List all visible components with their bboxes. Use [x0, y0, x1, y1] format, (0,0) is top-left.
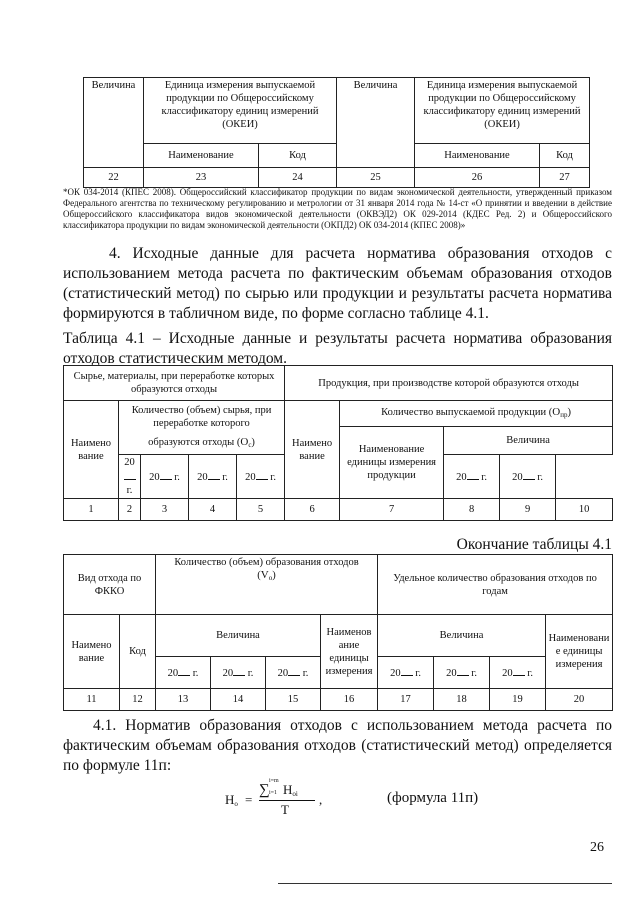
year-prefix: 20 — [197, 472, 208, 483]
header-qty-raw-line2: образуются отходы $(O_c)$ — [148, 435, 255, 449]
year-suffix: г. — [537, 472, 543, 483]
header-waste-fkko: Вид отхода по ФККО — [64, 555, 156, 615]
column-number: 12 — [120, 689, 156, 711]
header-unit-okei-1: Единица измерения выпускаемой продукции по Общероссийскому классификатору единиц измерений (ОКЕИ) — [144, 78, 337, 144]
header-code-1: Код — [259, 144, 337, 168]
year-prefix: 20 — [167, 668, 179, 679]
year-cell — [434, 657, 490, 689]
header-code-2: Код — [540, 144, 590, 168]
sum-term — [283, 782, 298, 798]
header-qty-waste — [156, 555, 378, 615]
column-number: 26 — [415, 168, 540, 188]
column-number: 3 — [141, 499, 189, 521]
header-waste-code: Код — [120, 615, 156, 689]
formula-equals: = — [245, 792, 253, 807]
year-cell — [141, 455, 189, 499]
paragraph-4: 4. Исходные данные для расчета норматива образования отходов с использованием метода расчета по фактическим объемам образования отходов (статистический метод) по сырью или продукции и результаты расчета норматива формируются в табличном виде, по форме согласно таблице 4.1. — [63, 245, 612, 322]
column-number: 16 — [321, 689, 378, 711]
column-number: 19 — [490, 689, 546, 711]
header-name-product: Наимено вание — [285, 401, 340, 499]
header-products: Продукция, при производстве которой образуются отходы — [285, 366, 613, 401]
column-number: 1 — [64, 499, 119, 521]
top-continuation-table — [83, 77, 590, 188]
header-qty-raw-text: образуются отходы ( — [148, 436, 241, 448]
year-prefix: 20 — [277, 668, 289, 679]
column-number: 18 — [434, 689, 490, 711]
table-4-1-ending-title: Окончание таблицы 4.1 — [456, 536, 612, 553]
year-prefix: 20 — [222, 668, 234, 679]
symbol-vo: V — [260, 569, 269, 581]
formula-fraction — [259, 778, 317, 822]
header-value-waste: Величина — [156, 615, 321, 657]
column-number: 7 — [340, 499, 444, 521]
column-number: 27 — [540, 168, 590, 188]
year-cell — [444, 455, 500, 499]
year-suffix: г. — [415, 668, 421, 679]
column-number: 20 — [546, 689, 613, 711]
year-cell — [500, 455, 556, 499]
header-waste-name: Наимено вание — [64, 615, 120, 689]
sum-sign: ∑ — [259, 782, 270, 798]
symbol-opr: O — [552, 405, 561, 418]
year-suffix: г. — [270, 472, 276, 483]
symbol-oc: O — [240, 435, 249, 448]
bottom-rule — [278, 883, 612, 884]
year-suffix: г. — [247, 668, 254, 679]
year-cell — [156, 657, 211, 689]
year-cell — [490, 657, 546, 689]
year-suffix: г. — [481, 472, 487, 483]
column-number: 13 — [156, 689, 211, 711]
column-number: 17 — [378, 689, 434, 711]
column-number: 23 — [144, 168, 259, 188]
year-cell — [378, 657, 434, 689]
header-qty-raw — [119, 401, 285, 455]
formula-11p — [225, 778, 505, 822]
year-suffix: г. — [302, 668, 309, 679]
header-qty-product: Количество выпускаемой продукции $(O_{пр})$ — [340, 401, 613, 427]
column-number: 5 — [237, 499, 285, 521]
year-cell — [119, 455, 141, 499]
header-value: Величина — [444, 427, 613, 455]
column-number: 8 — [444, 499, 500, 521]
paragraph-4-1: 4.1. Норматив образования отходов с использованием метода расчета по фактическим объемам образования отходов (статистический метод) определяется по формуле 11п: — [63, 717, 612, 774]
year-cell — [266, 657, 321, 689]
header-unit-okei-2: Единица измерения выпускаемой продукции по Общероссийскому классификатору единиц измерений (ОКЕИ) — [415, 78, 590, 144]
formula-comma: , — [319, 792, 323, 807]
header-qty-waste-text: Количество (объем) образования отходов — [174, 557, 359, 568]
year-suffix: г. — [471, 668, 477, 679]
formula-label: (формула 11п) — [387, 790, 479, 806]
header-value-specific: Величина — [378, 615, 546, 657]
sum-upper: i=m — [269, 778, 279, 784]
footnote: *ОК 034-2014 (КПЕС 2008). Общероссийский классификатор продукции по видам экономической деятельности, утвержденный приказом Федерального агентства по техническому регулированию и метрологии от 31 января 2014 года № 14-ст «О принятии и введении в действие Общероссийского классификатора видов экономической деятельности (ОКВЭД2) ОК 029-2014 (КДЕС Ред. 2) и Общероссийского классификатора продукции по видам экономической деятельности (ОКПД2) ОК 034-2014 (КПЕС 2008)» — [63, 187, 612, 230]
column-number: 2 — [119, 499, 141, 521]
header-velichina-1: Величина — [84, 78, 144, 168]
symbol-vo-sub: о — [268, 574, 273, 582]
column-number: 14 — [211, 689, 266, 711]
year-prefix: 20 — [512, 472, 523, 483]
page-number: 26 — [590, 840, 604, 855]
header-unit-name-specific: Наименовани е единицы измерения — [546, 615, 613, 689]
symbol-opr-sub: пр — [560, 410, 568, 419]
year-prefix: 20 — [245, 472, 256, 483]
year-prefix: 20 — [124, 457, 135, 468]
year-cell — [211, 657, 266, 689]
header-name-1: Наименование — [144, 144, 259, 168]
column-number: 15 — [266, 689, 321, 711]
fraction-line — [259, 800, 315, 801]
column-number: 25 — [337, 168, 415, 188]
year-suffix: г. — [192, 668, 199, 679]
sum-term-symbol: Н — [283, 782, 293, 797]
column-number: 4 — [189, 499, 237, 521]
formula-lhs-symbol: Н — [225, 792, 235, 807]
header-specific-qty: Удельное количество образования отходов по годам — [378, 555, 613, 615]
year-cell — [189, 455, 237, 499]
column-number: 9 — [500, 499, 556, 521]
column-number: 24 — [259, 168, 337, 188]
sum-term-sub: оi — [292, 790, 298, 798]
formula-lhs-sub: о — [234, 800, 238, 808]
year-prefix: 20 — [456, 472, 467, 483]
year-cell — [237, 455, 285, 499]
year-suffix: г. — [527, 668, 533, 679]
header-velichina-2: Величина — [337, 78, 415, 168]
column-number: 22 — [84, 168, 144, 188]
year-suffix: г. — [126, 485, 133, 496]
year-prefix: 20 — [149, 472, 160, 483]
header-raw-materials: Сырье, материалы, при переработке которых образуются отходы — [64, 366, 285, 401]
column-number: 10 — [556, 499, 613, 521]
year-prefix: 20 — [446, 668, 457, 679]
year-prefix: 20 — [502, 668, 513, 679]
year-prefix: 20 — [390, 668, 401, 679]
header-qty-product-text: Количество выпускаемой продукции ( — [381, 406, 553, 418]
header-name-raw: Наимено вание — [64, 401, 119, 499]
header-qty-waste-symbol: $(V_о)$ — [257, 569, 276, 582]
table-4-1 — [63, 365, 613, 521]
year-suffix: г. — [222, 472, 228, 483]
header-name-2: Наименование — [415, 144, 540, 168]
header-unit-name-waste: Наименов ание единицы измерения — [321, 615, 378, 689]
header-qty-raw-line1: Количество (объем) сырья, при переработке которого — [131, 404, 272, 429]
sum-lower: i=1 — [269, 790, 278, 796]
symbol-oc-sub: c — [248, 440, 252, 449]
formula-denominator: Т — [281, 802, 289, 817]
column-number: 11 — [64, 689, 120, 711]
table-4-1-title: Таблица 4.1 – Исходные данные и результаты расчета норматива образования отходов статистическим методом. — [63, 330, 612, 367]
year-suffix: г. — [174, 472, 180, 483]
table-4-1-ending — [63, 554, 613, 711]
header-unit-name-product: Наименование единицы измерения продукции — [340, 427, 444, 499]
formula-lhs — [225, 792, 238, 808]
column-number: 6 — [285, 499, 340, 521]
